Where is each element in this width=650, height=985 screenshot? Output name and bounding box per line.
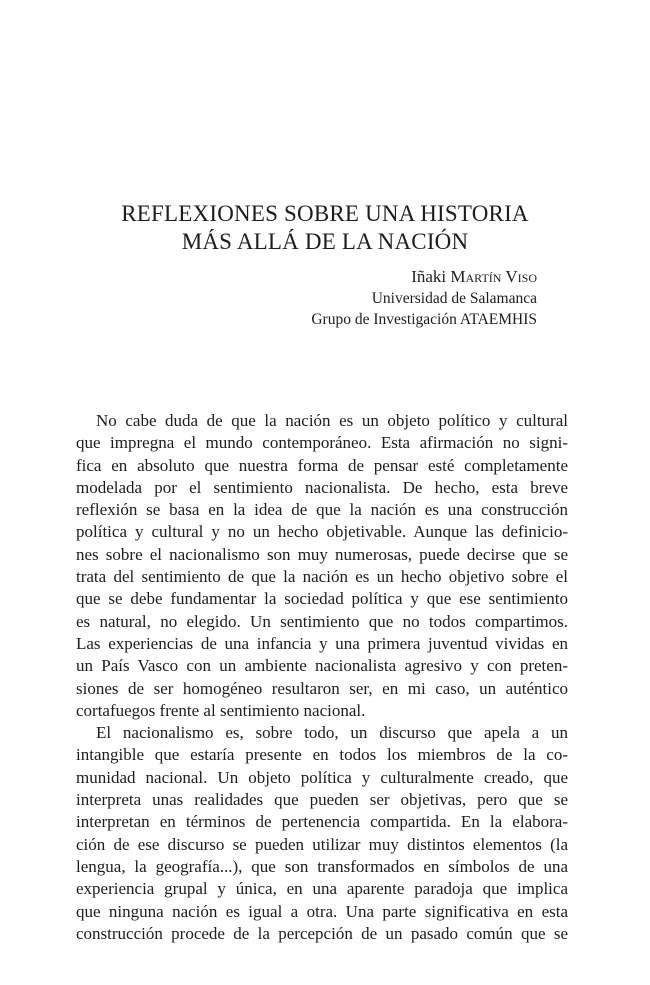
text-line: interpretan en términos de pertenencia compartida. En la elabora- bbox=[76, 812, 568, 832]
text-line: que se debe fundamentar la sociedad política y que ese sentimiento bbox=[76, 589, 568, 609]
text-line: siones de ser homogéneo resultaron ser, en mi caso, un auténtico bbox=[76, 678, 568, 698]
paragraph-1 bbox=[76, 410, 568, 722]
text-line: Las experiencias de una infancia y una primera juventud vividas en bbox=[76, 633, 568, 653]
text-line: trata del sentimiento de que la nación es un hecho objetivo sobre el bbox=[76, 567, 568, 587]
text-line: es natural, no elegido. Un sentimiento que no todos compartimos. bbox=[76, 611, 568, 631]
text-line: construcción procede de la percepción de un pasado común que se bbox=[76, 923, 568, 943]
text-line: que ninguna nación es igual a otra. Una parte significativa en esta bbox=[76, 901, 568, 921]
text-line: intangible que estaría presente en todos los miembros de la co- bbox=[76, 745, 568, 765]
text-line: munidad nacional. Un objeto política y culturalmente creado, que bbox=[76, 767, 568, 787]
text-line: nes sobre el nacionalismo son muy numerosas, puede decirse que se bbox=[76, 544, 568, 564]
body-text bbox=[76, 410, 568, 945]
text-line: un País Vasco con un ambiente nacionalista agresivo y con preten- bbox=[76, 656, 568, 676]
author-given-name: Iñaki bbox=[411, 267, 447, 286]
text-line: fica en absoluto que nuestra forma de pensar esté completamente bbox=[76, 455, 568, 475]
affiliation-university: Universidad de Salamanca bbox=[371, 289, 537, 307]
author-name bbox=[311, 266, 537, 288]
byline bbox=[311, 266, 537, 331]
text-line: lengua, la geografía...), que son transformados en símbolos de una bbox=[76, 856, 568, 876]
text-line: que impregna el mundo contemporáneo. Esta afirmación no signi- bbox=[76, 433, 568, 453]
paragraph-2 bbox=[76, 722, 568, 945]
title-line: MÁS ALLÁ DE LA NACIÓN bbox=[181, 229, 469, 254]
text-line: No cabe duda de que la nación es un objeto político y cultural bbox=[96, 411, 568, 430]
text-line: experiencia grupal y única, en una aparente paradoja que implica bbox=[76, 879, 568, 899]
text-line: interpreta unas realidades que pueden ser objetivas, pero que se bbox=[76, 790, 568, 810]
text-line: El nacionalismo es, sobre todo, un discurso que apela a un bbox=[96, 723, 568, 743]
title-line: REFLEXIONES SOBRE UNA HISTORIA bbox=[121, 201, 529, 226]
text-line: reflexión se basa en la idea de que la nación es una construcción bbox=[76, 500, 568, 520]
text-line: modelada por el sentimiento nacionalista. De hecho, esta breve bbox=[76, 477, 568, 497]
affiliation-research-group: Grupo de Investigación ATAEMHIS bbox=[311, 311, 537, 328]
author-surname: Martín Viso bbox=[450, 267, 537, 286]
text-line: política y cultural y no un hecho objetivable. Aunque las definicio- bbox=[76, 522, 568, 542]
text-line: cortafuegos frente al sentimiento nacional. bbox=[76, 700, 366, 720]
article-title bbox=[70, 200, 580, 256]
text-line: ción de ese discurso se pueden utilizar muy distintos elementos (la bbox=[76, 834, 568, 854]
